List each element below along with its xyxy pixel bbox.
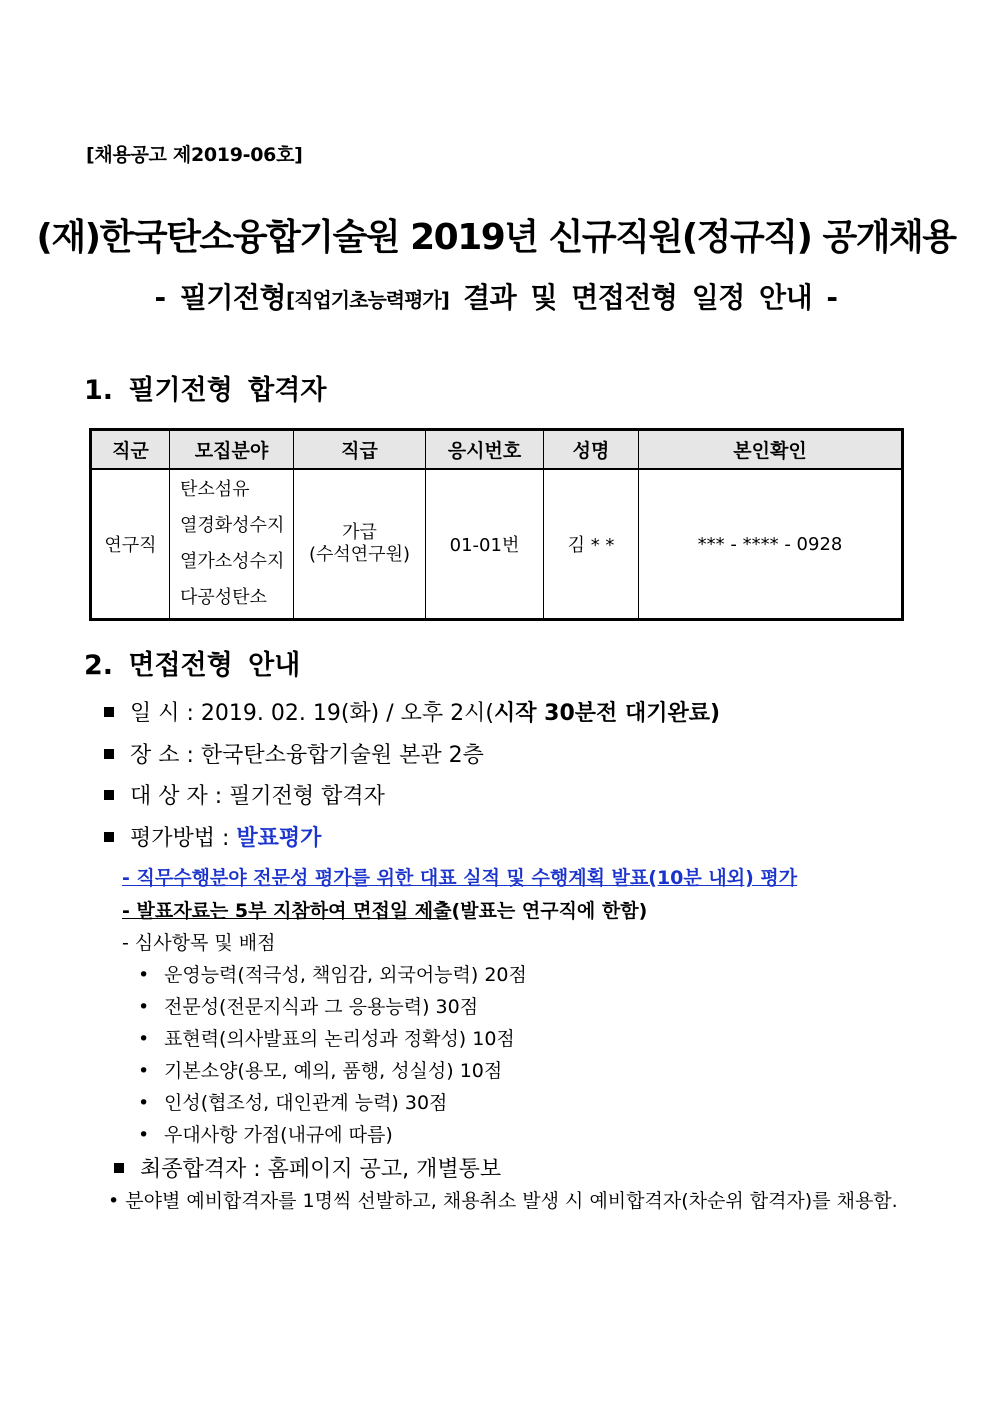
place-text: 장 소 : 한국탄소융합기술원 본관 2층 xyxy=(130,743,484,768)
item-method xyxy=(104,821,321,852)
col-grade: 직급 xyxy=(294,430,426,470)
square-bullet-icon xyxy=(114,1163,124,1173)
cell-exam-number: 01-01번 xyxy=(426,469,544,620)
grade-line1: 가급 xyxy=(342,522,377,543)
method-detail-2-underlined: - 발표자료는 5부 지참하여 면접일 제출 xyxy=(122,900,452,922)
field-item: 열가소성수지 xyxy=(180,551,285,572)
section1-heading: 1. 필기전형 합격자 xyxy=(84,375,327,406)
criteria-heading: - 심사항목 및 배점 xyxy=(122,932,276,954)
dot-icon: • xyxy=(138,1060,150,1082)
datetime-text: 일 시 : 2019. 02. 19(화) / 오후 2시( xyxy=(130,701,494,726)
square-bullet-icon xyxy=(104,790,114,800)
square-bullet-icon xyxy=(104,749,114,759)
final-text: 최종합격자 : 홈페이지 공고, 개별통보 xyxy=(140,1157,502,1182)
col-job-group: 직군 xyxy=(91,430,170,470)
col-exam-number: 응시번호 xyxy=(426,430,544,470)
target-text: 대 상 자 : 필기전형 합격자 xyxy=(130,784,385,809)
method-label: 평가방법 : xyxy=(130,826,237,851)
criteria-item xyxy=(138,1088,447,1115)
field-item: 탄소섬유 xyxy=(180,479,250,500)
criteria-text: 기본소양(용모, 예의, 품행, 성실성) 10점 xyxy=(164,1060,503,1082)
item-datetime xyxy=(104,696,720,727)
grade-line2: (수석연구원) xyxy=(309,544,410,565)
item-place xyxy=(104,738,484,769)
col-field: 모집분야 xyxy=(170,430,294,470)
dot-icon: • xyxy=(138,1092,150,1114)
subtitle-prefix: - 필기전형 xyxy=(154,281,287,314)
page-subtitle xyxy=(0,276,992,316)
datetime-bold: 시작 30분전 대기완료) xyxy=(494,701,721,726)
criteria-text: 표현력(의사발표의 논리성과 정확성) 10점 xyxy=(164,1028,515,1050)
criteria-item xyxy=(138,992,478,1019)
passer-table xyxy=(89,428,904,621)
table-row xyxy=(91,469,903,620)
table-header-row xyxy=(91,430,903,470)
criteria-text: 운영능력(적극성, 책임감, 외국어능력) 20점 xyxy=(164,964,527,986)
criteria-text: 인성(협조성, 대인관계 능력) 30점 xyxy=(164,1092,448,1114)
dot-icon: • xyxy=(138,964,150,986)
cell-grade xyxy=(294,469,426,620)
method-detail-1: - 직무수행분야 전문성 평가를 위한 대표 실적 및 수행계획 발표(10분 내외) 평가 xyxy=(122,867,798,889)
page-title: (재)한국탄소융합기술원 2019년 신규직원(정규직) 공개채용 xyxy=(36,217,956,258)
subtitle-small: [직업기초능력평가] xyxy=(286,288,449,312)
col-name: 성명 xyxy=(544,430,639,470)
notice-number: [채용공고 제2019-06호] xyxy=(86,144,303,166)
method-detail-2 xyxy=(122,896,647,923)
criteria-item xyxy=(138,1024,515,1051)
criteria-item xyxy=(138,1120,393,1147)
cell-name: 김 * * xyxy=(544,469,639,620)
square-bullet-icon xyxy=(104,707,114,717)
dot-icon: • xyxy=(138,1028,150,1050)
criteria-text: 전문성(전문지식과 그 응용능력) 30점 xyxy=(164,996,479,1018)
criteria-item xyxy=(138,1056,502,1083)
field-item: 열경화성수지 xyxy=(180,515,285,536)
reserve-note: • 분야별 예비합격자를 1명씩 선발하고, 채용취소 발생 시 예비합격자(차순위 합격자)를 채용함. xyxy=(108,1190,898,1212)
cell-identity: *** - **** - 0928 xyxy=(639,469,903,620)
item-final xyxy=(114,1152,501,1183)
method-detail-2-rest: (발표는 연구직에 한함) xyxy=(451,900,648,922)
cell-job-group: 연구직 xyxy=(91,469,170,620)
dot-icon: • xyxy=(138,1124,150,1146)
method-value: 발표평가 xyxy=(236,826,322,851)
criteria-item xyxy=(138,960,527,987)
subtitle-suffix: 결과 및 면접전형 일정 안내 - xyxy=(463,281,838,314)
dot-icon: • xyxy=(138,996,150,1018)
section2-heading: 2. 면접전형 안내 xyxy=(84,650,301,681)
col-identity: 본인확인 xyxy=(639,430,903,470)
item-target xyxy=(104,779,385,810)
cell-fields xyxy=(170,469,294,620)
field-item: 다공성탄소 xyxy=(180,587,267,608)
square-bullet-icon xyxy=(104,832,114,842)
criteria-text: 우대사항 가점(내규에 따름) xyxy=(164,1124,393,1146)
